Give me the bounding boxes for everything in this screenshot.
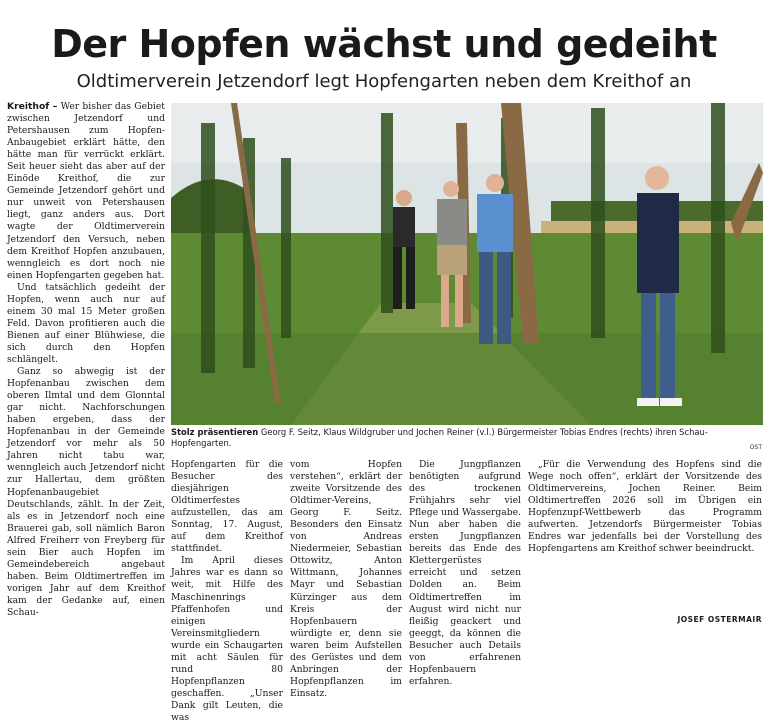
headline: Der Hopfen wächst und gedeiht <box>51 22 717 66</box>
article-column-3 <box>290 459 402 699</box>
hop-garden-photo <box>171 103 763 425</box>
paragraph: vom Hopfen verstehen“, erklärt der zweite Vorsitzende des Oldtimer-Vereins, Georg F. Seitz. Besonders den Einsatz von Andreas Niedermeier, Sebastian Ottowitz, Anton Wittmann, Johannes Mayr und Sebastian Kürzinger aus dem Kreis der Hopfenbauern würdigte er, denn sie waren beim Aufstellen des Gerüstes und dem Anbringen der Hopfenpflanzen im Einsatz. <box>290 459 402 699</box>
article-column-5 <box>528 459 762 609</box>
article-column-4 <box>409 459 521 687</box>
article-column-2 <box>171 459 283 723</box>
subheadline: Oldtimerverein Jetzendorf legt Hopfengarten neben dem Kreithof an <box>76 71 692 92</box>
paragraph: Die Jungpflanzen benötigten aufgrund des trockenen Frühjahrs sehr viel Pflege und Wassergabe. Nun aber haben die ersten Jungpflanzen bereits das Ende des Klettergerüstes erreicht und setzen Dolden an. Beim Oldtimertreffen im August wird nicht nur fleißig geackert und geeggt, da können die Besucher auch Details von erfahrenen Hopfenbauern erfahren. <box>409 459 521 687</box>
paragraph: Im April dieses Jahres war es dann so weit, mit Hilfe des Maschinenrings Pfaffenhofen und einigen Vereinsmitgliedern wurde ein Schaugarten mit acht Säulen für rund 80 Hopfenpflanzen geschaffen. „Unser Dank gilt Leuten, die was <box>171 555 283 723</box>
article-column-1 <box>7 101 165 625</box>
paragraph: Kreithof – Wer bisher das Gebiet zwischen Jetzendorf und Petershausen zum Hopfen-Anbaugebiet erklärt hätte, den hätte man für verrückt erklärt. Seit heuer sieht das aber auf der Einöde Kreithof, die zur Gemeinde Jetzendorf gehört und nur unweit von Petershausen liegt, ganz anders aus. Dort wagte der Oldtimerverein Jetzendorf den Versuch, neben dem Kreithof Hopfen anzubauen, wenngleich es dort noch nie einen Hopfengarten gegeben hat. <box>7 101 165 281</box>
paragraph: „Für die Verwendung des Hopfens sind die Wege noch offen“, erklärt der Vorsitzende des Oldtimervereins, Jochen Reiner. Beim Oldtimertreffen 2026 soll im Übrigen ein Hopfenzupf-Wettbewerb das Programm aufwerten. Jetzendorfs Bürgermeister Tobias Endres war jedenfalls bei der Vorstellung des Hopfengartens am Kreithof schwer beeindruckt. <box>528 459 762 555</box>
paragraph: Hopfengarten für die Besucher des diesjährigen Oldtimerfestes aufzustellen, das am Sonntag, 17. August, auf dem Kreithof stattfindet. <box>171 459 283 555</box>
photo-caption <box>171 427 763 449</box>
byline: JOSEF OSTERMAIR <box>677 615 762 624</box>
caption-text: Georg F. Seitz, Klaus Wildgruber und Jochen Reiner (v.l.) Bürgermeister Tobias Endres (rechts) ihren Schau-Hopfengarten. <box>171 427 708 448</box>
article-photo <box>171 103 763 425</box>
dateline: Kreithof – <box>7 101 58 112</box>
paragraph: Und tatsächlich gedeiht der Hopfen, wenn auch nur auf einem 30 mal 15 Meter großen Feld. Davon profitieren auch die Bienen auf einer Blühwiese, die sich durch den Hopfen schlängelt. <box>7 281 165 365</box>
caption-lead: Stolz präsentieren <box>171 427 259 437</box>
photo-credit: OST <box>749 444 762 451</box>
paragraph: Ganz so abwegig ist der Hopfenanbau zwischen dem oberen Ilmtal und dem Glonntal gar nicht. Nachforschungen haben ergeben, dass der Hopfenanbau in der Gemeinde Jetzendorf vor mehr als 50 Jahren nicht tabu war, wenngleich auch Jetzendorf nicht zur Hallertau, dem größten Hopfenanbaugebiet Deutschlands, zählt. In der Zeit, als es in Jetzendorf noch eine Brauerei gab, soll nämlich Baron Alfred Freiherr von Freyberg für sein Bier auch Hopfen im Gemeindebereich angebaut haben. Beim Oldtimertreffen im vorigen Jahr auf dem Kreithof kam der Gedanke auf, einen Schau- <box>7 366 165 618</box>
